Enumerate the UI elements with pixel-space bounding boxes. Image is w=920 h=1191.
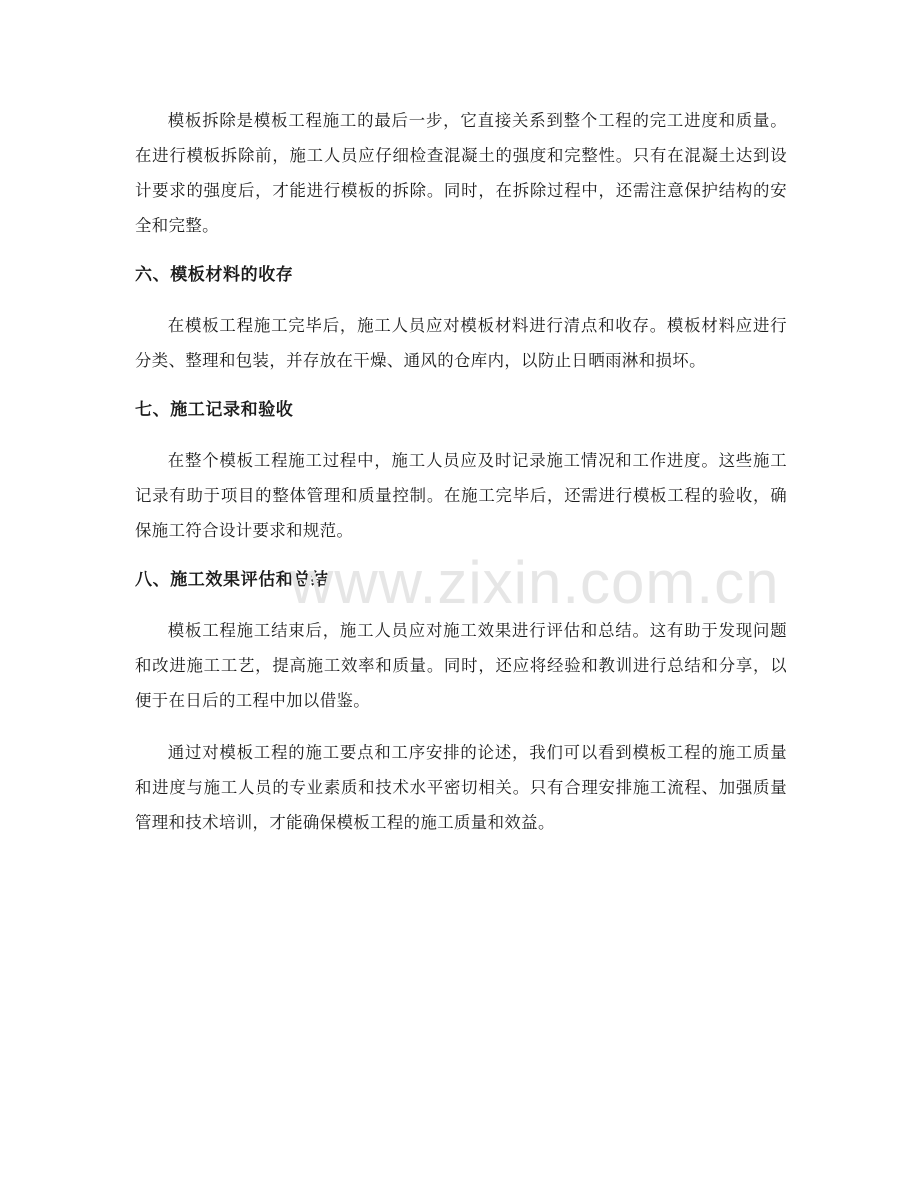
paragraph-conclusion: 通过对模板工程的施工要点和工序安排的论述，我们可以看到模板工程的施工质量和进度与施工人员的专业素质和技术水平密切相关。只有合理安排施工流程、加强质量管理和技术培训，才能确保模板工程的施工质量和效益。: [135, 743, 787, 832]
paragraph-evaluation-summary: 模板工程施工结束后，施工人员应对施工效果进行评估和总结。这有助于发现问题和改进施工工艺，提高施工效率和质量。同时，还应将经验和教训进行总结和分享，以便于在日后的工程中加以借鉴。: [135, 621, 787, 710]
site-watermark: www.zixin.com.cn: [290, 549, 780, 616]
section-heading-records-acceptance: 七、施工记录和验收: [135, 400, 294, 420]
paragraph-records-acceptance: 在整个模板工程施工过程中，施工人员应及时记录施工情况和工作进度。这些施工记录有助于项目的整体管理和质量控制。在施工完毕后，还需进行模板工程的验收，确保施工符合设计要求和规范。: [135, 451, 787, 540]
section-heading-material-storage: 六、模板材料的收存: [135, 265, 294, 285]
paragraph-material-storage: 在模板工程施工完毕后，施工人员应对模板材料进行清点和收存。模板材料应进行分类、整理和包装，并存放在干燥、通风的仓库内，以防止日晒雨淋和损坏。: [135, 316, 787, 370]
document-body: [135, 103, 787, 857]
paragraph-template-removal: 模板拆除是模板工程施工的最后一步，它直接关系到整个工程的完工进度和质量。在进行模板拆除前，施工人员应仔细检查混凝土的强度和完整性。只有在混凝土达到设计要求的强度后，才能进行模板的拆除。同时，在拆除过程中，还需注意保护结构的安全和完整。: [135, 111, 787, 235]
section-heading-evaluation-summary: 八、施工效果评估和总结: [135, 570, 329, 590]
